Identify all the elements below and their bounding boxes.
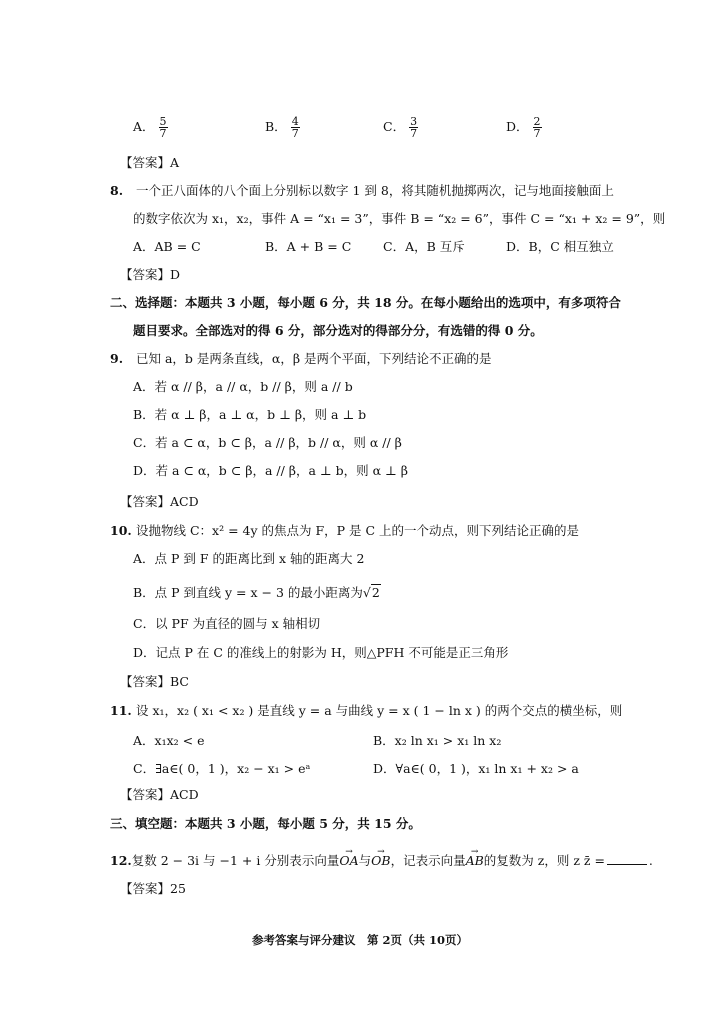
q8-answer: 【答案】D bbox=[120, 267, 181, 282]
q12-stem: 12.复数 2 − 3i 与 −1 + i 分别表示向量→ OA与→ OB，记表示向量→ AB的复数为 z，则 z z̄ = . bbox=[110, 852, 653, 870]
q10-option-b: B．点 P 到直线 y = x − 3 的最小距离为√2 bbox=[133, 585, 380, 600]
q8-stem-line1: 一个正八面体的八个面上分别标以数字 1 到 8，将其随机抛掷两次，记与地面接触面上 bbox=[136, 183, 614, 198]
q8-stem-line2: 的数字依次为 x₁，x₂，事件 A = “x₁ = 3”，事件 B = “x₂ = 6”，事件 C = “x₁ + x₂ = 9”，则 bbox=[133, 211, 666, 226]
q7-option-a: A． $\frac{5}{7}$ bbox=[133, 115, 167, 140]
fraction: $\frac{3}{7}$ bbox=[410, 115, 418, 140]
vector-ob: → OB bbox=[371, 852, 390, 870]
q9-option-c: C．若 a ⊂ α，b ⊂ β，a // β，b // α，则 α // β bbox=[133, 435, 402, 450]
q9-stem: 已知 a，b 是两条直线，α，β 是两个平面，下列结论不正确的是 bbox=[136, 351, 492, 366]
fraction: $\frac{2}{7}$ bbox=[533, 115, 541, 140]
fraction: $\frac{4}{7}$ bbox=[291, 115, 299, 140]
q10-answer: 【答案】BC bbox=[120, 674, 189, 689]
q9-number: 9. bbox=[110, 351, 124, 366]
q7-option-b: B． $\frac{4}{7}$ bbox=[265, 115, 299, 140]
q7-option-c: C． $\frac{3}{7}$ bbox=[383, 115, 418, 140]
q9-option-a: A．若 α // β，a // α，b // β，则 a // b bbox=[133, 379, 353, 394]
q8-option-a: A．AB = C bbox=[133, 239, 201, 254]
q8-option-c: C．A，B 互斥 bbox=[383, 239, 465, 254]
fraction: $\frac{5}{7}$ bbox=[159, 115, 167, 140]
q10-option-a: A．点 P 到 F 的距离比到 x 轴的距离大 2 bbox=[133, 551, 365, 566]
vector-oa: → OA bbox=[339, 852, 358, 870]
q9-answer: 【答案】ACD bbox=[120, 494, 199, 509]
q7-option-d: D． $\frac{2}{7}$ bbox=[506, 115, 541, 140]
q11-option-a: A．x₁x₂ < e bbox=[133, 733, 205, 748]
q11-stem: 设 x₁，x₂ ( x₁ < x₂ ) 是直线 y = a 与曲线 y = x ( 1 − ln x ) 的两个交点的横坐标，则 bbox=[136, 703, 623, 718]
q10-option-c: C．以 PF 为直径的圆与 x 轴相切 bbox=[133, 616, 321, 631]
q11-number: 11. bbox=[110, 703, 132, 718]
section2-heading-line2: 题目要求。全部选对的得 6 分，部分选对的得部分分，有选错的得 0 分。 bbox=[133, 323, 543, 338]
q11-option-c: C．∃a∈( 0，1 )，x₂ − x₁ > eᵃ bbox=[133, 761, 311, 776]
sqrt: √2 bbox=[362, 585, 380, 600]
q7-answer: 【答案】A bbox=[120, 155, 180, 170]
section3-heading: 三、填空题：本题共 3 小题，每小题 5 分，共 15 分。 bbox=[110, 816, 421, 831]
q12-answer: 【答案】25 bbox=[120, 881, 186, 896]
q8-option-d: D．B，C 相互独立 bbox=[506, 239, 614, 254]
q8-number: 8. bbox=[110, 183, 124, 198]
q9-option-b: B．若 α ⊥ β，a ⊥ α，b ⊥ β，则 a ⊥ b bbox=[133, 407, 367, 422]
q8-option-b: B．A + B = C bbox=[265, 239, 352, 254]
q10-option-d: D．记点 P 在 C 的准线上的射影为 H，则△PFH 不可能是正三角形 bbox=[133, 645, 509, 660]
q11-option-d: D．∀a∈( 0，1 )，x₁ ln x₁ + x₂ > a bbox=[373, 761, 579, 776]
q10-number: 10. bbox=[110, 523, 132, 538]
page-footer: 参考答案与评分建议 第 2页（共 10页） bbox=[251, 933, 468, 947]
answer-blank bbox=[607, 852, 647, 865]
q11-answer: 【答案】ACD bbox=[120, 787, 199, 802]
q10-stem: 设抛物线 C：x² = 4y 的焦点为 F，P 是 C 上的一个动点，则下列结论正确的是 bbox=[136, 523, 580, 538]
q11-option-b: B．x₂ ln x₁ > x₁ ln x₂ bbox=[373, 733, 502, 748]
section2-heading-line1: 二、选择题：本题共 3 小题，每小题 6 分，共 18 分。在每小题给出的选项中，有多项符合 bbox=[110, 295, 621, 310]
vector-ab: → AB bbox=[466, 852, 484, 870]
q9-option-d: D．若 a ⊂ α，b ⊂ β，a // β，a ⊥ b，则 α ⊥ β bbox=[133, 463, 409, 478]
